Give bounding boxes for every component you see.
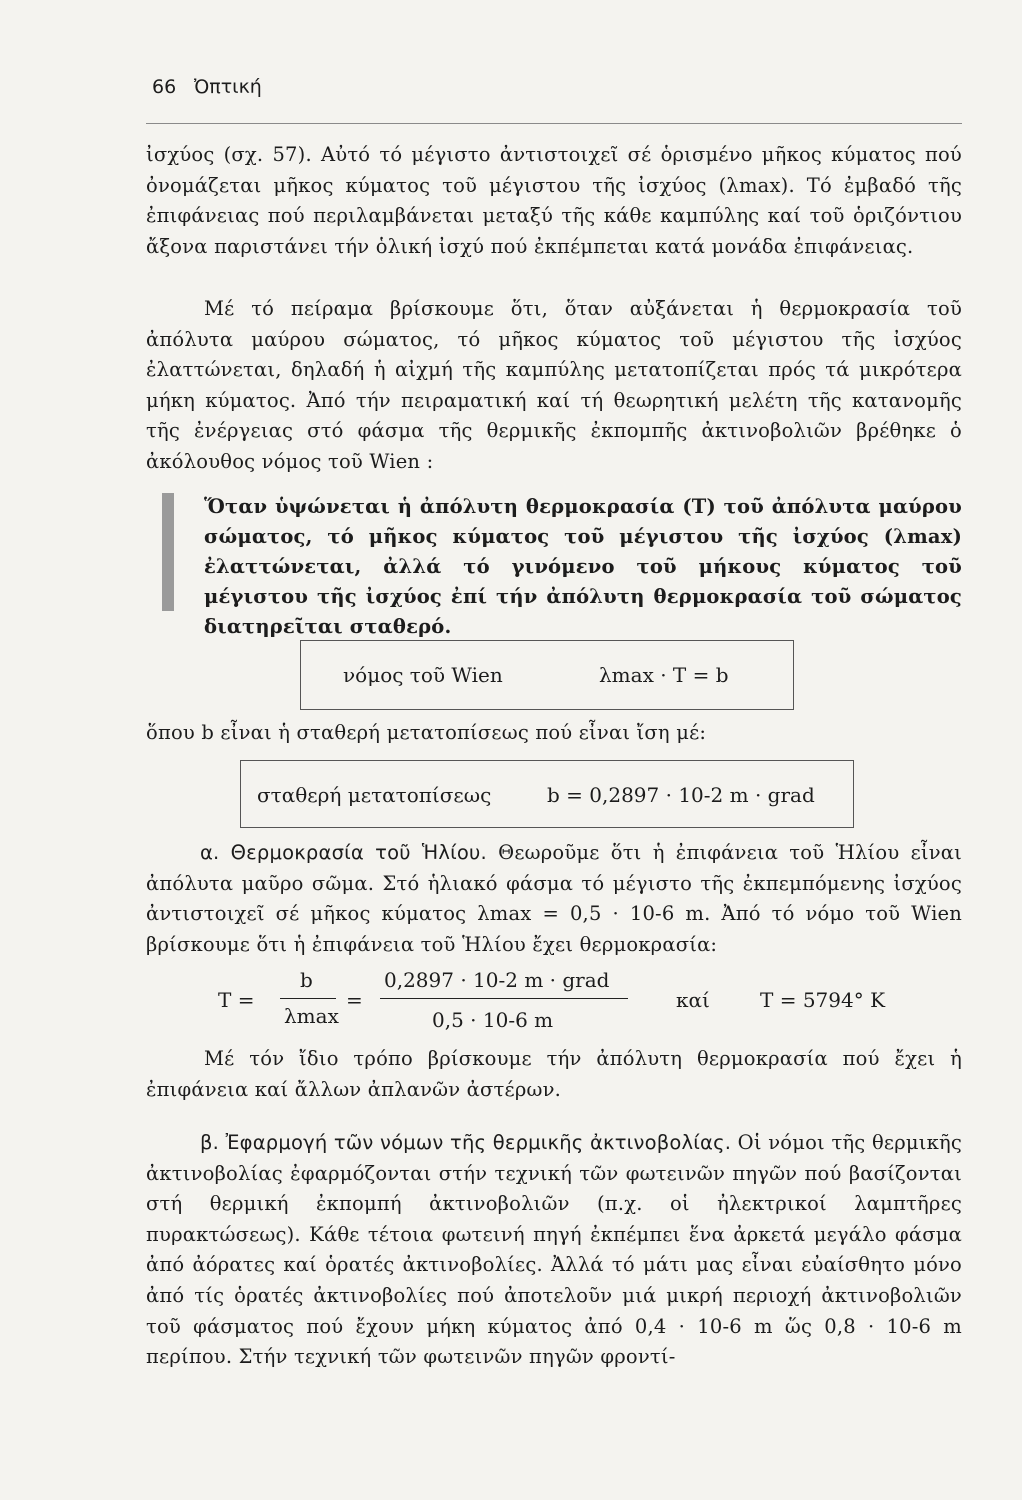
section-a-heading: α. Θερμοκρασία τοῦ Ἡλίου. [200,841,487,864]
wien-law-box [300,640,794,710]
section-a [146,838,962,960]
paragraph-constant-intro: ὅπου b εἶναι ἡ σταθερή μετατοπίσεως πού εἶναι ἴση μέ: [146,721,707,744]
fraction2-denominator: 0,5 · 10-6 m [432,1008,554,1032]
equation-equals: = [346,988,363,1012]
equation-kai: καί [676,988,710,1012]
section-b-heading: β. Ἐφαρμογή τῶν νόμων τῆς θερμικῆς ἀκτινοβολίας. [200,1131,732,1154]
fraction2-numerator: 0,2897 · 10-2 m · grad [384,968,610,992]
fraction1-denominator: λmax [284,1004,339,1028]
section-b-text: Οἱ νόμοι τῆς θερμικῆς ἀκτινοβολίας ἐφαρμόζονται στήν τεχνική τῶν φωτεινῶν πηγῶν πού βασίζονται στή θερμική ἐκπομπή ἀκτινοβολιῶν (π.χ. οἱ ἠλεκτρικοί λαμπτῆρες πυρακτώσεως). Κάθε τέτοια φωτεινή πηγή ἐκπέμπει ἕνα ἀρκετά μεγάλο φάσμα ἀπό ἀόρατες καί ὁρατές ἀκτινοβολίες. Ἀλλά τό μάτι μας εἶναι εὐαίσθητο μόνο ἀπό τίς ὁρατές ἀκτινοβολίες πού ἀποτελοῦν μιά μικρή περιοχή ἀκτινοβολιῶν τοῦ φάσματος πού ἔχουν μήκη κύματος ἀπό 0,4 · 10-6 m ὥς 0,8 · 10-6 m περίπου. Στήν τεχνική τῶν φωτεινῶν πηγῶν φροντί- [146,1131,962,1369]
paragraph-intro: ἰσχύος (σχ. 57). Αὐτό τό μέγιστο ἀντιστοιχεῖ σέ ὁρισμένο μῆκος κύματος πού ὀνομάζεται μῆκος κύματος τοῦ μέγιστου τῆς ἰσχύος (λmax). Τό ἐμβαδό τῆς ἐπιφάνειας πού περιλαμβάνεται μεταξύ τῆς κάθε καμπύλης καί τοῦ ὁριζόντιου ἄξονα παριστάνει τήν ὁλική ἰσχύ πού ἐκπέμπεται κατά μονάδα ἐπιφάνειας. [146,143,962,258]
equation-result: T = 5794° K [760,988,886,1012]
fraction1-bar [280,998,336,999]
paragraph-other-stars-text: Μέ τόν ἴδιο τρόπο βρίσκουμε τήν ἀπόλυτη θερμοκρασία πού ἔχει ἡ ἐπιφάνεια καί ἄλλων ἀπλανῶν ἀστέρων. [146,1047,962,1101]
section-a-text: Θεωροῦμε ὅτι ἡ ἐπιφάνεια τοῦ Ἡλίου εἶναι ἀπόλυτα μαῦρο σῶμα. Στό ἡλιακό φάσμα τό μέγιστο τῆς ἐκπεμπόμενης ἰσχύος ἀντιστοιχεῖ σέ μῆκος κύματος λmax = 0,5 · 10-6 m. Ἀπό τό νόμο τοῦ Wien βρίσκουμε ὅτι ἡ ἐπιφάνεια τοῦ Ἡλίου ἔχει θερμοκρασία: [146,841,962,956]
fraction2-bar [380,998,628,999]
paragraph-experiment [146,294,962,478]
running-title: Ὀπτική [194,76,262,98]
page-number: 66 [152,76,177,98]
wien-law-formula: λmax · T = b [599,663,729,687]
paragraph-other-stars [146,1044,962,1105]
fraction1-numerator: b [300,968,313,992]
displacement-constant-box [240,760,854,828]
law-marker-bar [162,493,174,611]
equation-lhs: T = [218,988,255,1012]
wien-law-label: νόμος τοῦ Wien [343,663,503,687]
page-header [146,76,962,126]
paragraph-experiment-text: Μέ τό πείραμα βρίσκουμε ὅτι, ὅταν αὐξάνεται ἡ θερμοκρασία τοῦ ἀπόλυτα μαύρου σώματος, τό μῆκος κύματος τοῦ μέγιστου τῆς ἰσχύος ἐλαττώνεται, δηλαδή ἡ αἰχμή τῆς καμπύλης μετατοπίζεται πρός τά μικρότερα μήκη κύματος. Ἀπό τήν πειραματική καί τή θεωρητική μελέτη τῆς κατανομῆς τῆς ἐνέργειας στό φάσμα τῆς θερμικῆς ἐκπομπῆς ἀκτινοβολιῶν βρέθηκε ὁ ἀκόλουθος νόμος τοῦ Wien : [146,297,962,473]
header-rule [146,123,962,124]
section-b [146,1128,962,1373]
wien-law-statement: Ὅταν ὑψώνεται ἡ ἀπόλυτη θερμοκρασία (Τ) τοῦ ἀπόλυτα μαύρου σώματος, τό μῆκος κύματος τοῦ μέγιστου τῆς ἰσχύος (λmax) ἐλαττώνεται, ἀλλά τό γινόμενο τοῦ μήκους κύματος τοῦ μέγιστου τῆς ἰσχύος ἐπί τήν ἀπόλυτη θερμοκρασία τοῦ σώματος διατηρεῖται σταθερό. [204,495,962,638]
displacement-constant-label: σταθερή μετατοπίσεως [257,783,492,807]
displacement-constant-formula: b = 0,2897 · 10-2 m · grad [547,783,815,807]
